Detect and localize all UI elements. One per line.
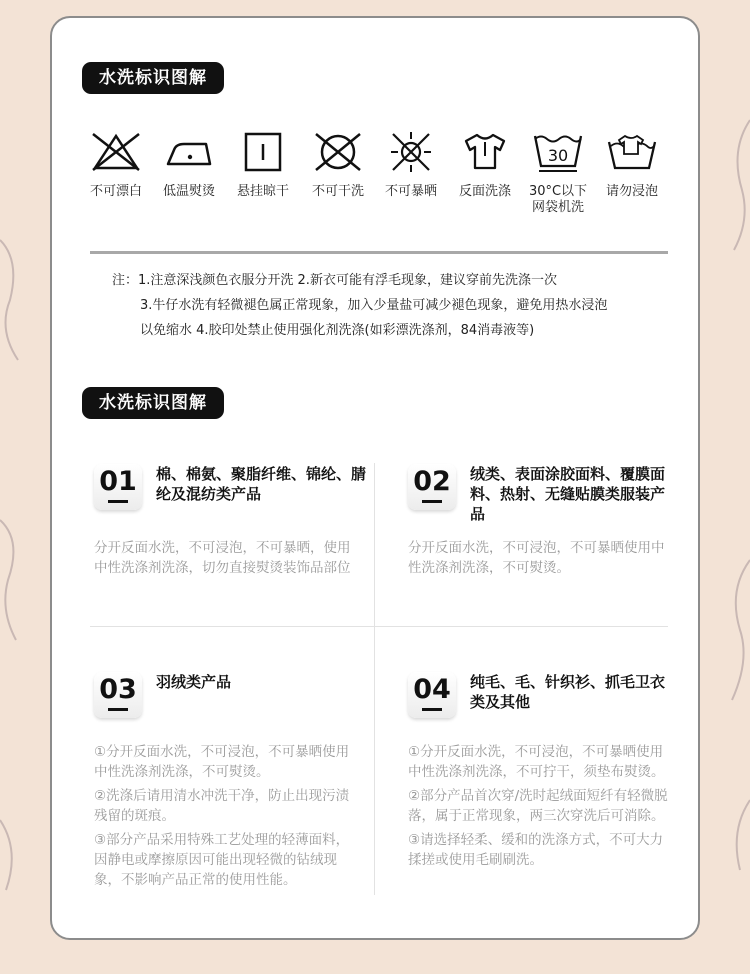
care-symbol-no-dry-clean bbox=[298, 130, 378, 200]
wash-temperature: 30 bbox=[547, 146, 569, 165]
category-paragraph: ③请选择轻柔、缓和的洗涤方式，不可大力揉搓或使用毛刷刷洗。 bbox=[408, 832, 664, 868]
care-symbol-label: 反面洗涤 bbox=[458, 184, 511, 199]
care-symbol-low-temp-iron bbox=[149, 130, 229, 200]
care-symbol-label: 30°C以下 网袋机洗 bbox=[528, 184, 588, 215]
category-paragraph: ②部分产品首次穿/洗时起绒面短纤有轻微脱落，属于正常现象，两三次穿洗后可消除。 bbox=[408, 788, 668, 824]
note-line: 注：1.注意深浅颜色衣服分开洗 2.新衣可能有浮毛现象，建议穿前先洗涤一次 bbox=[112, 273, 557, 288]
category-number-badge: 03 bbox=[94, 672, 142, 718]
section-title-care-symbols: 水洗标识图解 bbox=[82, 62, 224, 94]
note-line: 以免缩水 4.胶印处禁止使用强化剂洗涤(如彩漂洗涤剂，84消毒液等) bbox=[140, 323, 535, 338]
background-decoration-right bbox=[726, 0, 750, 970]
care-symbol-no-sun bbox=[371, 130, 451, 200]
hang-dry-icon bbox=[236, 130, 290, 174]
category-paragraph: ②洗涤后请用清水冲洗干净，防止出现污渍残留的斑痕。 bbox=[94, 788, 350, 824]
care-symbol-label: 不可干洗 bbox=[311, 184, 364, 199]
note-line: 3.牛仔水洗有轻微褪色属正常现象，加入少量盐可减少褪色现象，避免用热水浸泡 bbox=[140, 298, 608, 313]
grid-divider-vertical bbox=[374, 463, 375, 895]
category-description bbox=[94, 742, 359, 894]
care-symbol-no-soak bbox=[592, 130, 672, 200]
category-number-badge: 01 bbox=[94, 464, 142, 510]
no-dry-clean-icon bbox=[311, 130, 365, 174]
care-symbol-label: 低温熨烫 bbox=[162, 184, 215, 199]
category-paragraph: ③部分产品采用特殊工艺处理的轻薄面料，因静电或摩擦原因可能出现轻微的钻绒现象，不影响产品正常的使用性能。 bbox=[94, 832, 350, 888]
category-number-badge: 02 bbox=[408, 464, 456, 510]
category-title: 羽绒类产品 bbox=[156, 673, 232, 691]
section-title-fabric-guide: 水洗标识图解 bbox=[82, 387, 224, 419]
category-paragraph: 分开反面水洗，不可浸泡，不可暴晒使用中性洗涤剂洗涤，不可熨烫。 bbox=[408, 540, 665, 576]
care-symbol-label: 不可漂白 bbox=[89, 184, 142, 199]
category-title: 绒类、表面涂胶面料、覆膜面料、热射、无缝贴膜类服装产品 bbox=[470, 465, 666, 523]
care-symbols-row bbox=[76, 130, 676, 240]
care-symbol-label: 悬挂晾干 bbox=[236, 184, 289, 199]
no-bleach-icon bbox=[89, 130, 143, 174]
category-description bbox=[408, 742, 673, 874]
wash-inside-out-icon bbox=[458, 130, 512, 174]
grid-divider-horizontal bbox=[90, 626, 668, 627]
care-symbol-no-bleach bbox=[76, 130, 156, 200]
low-temp-iron-icon bbox=[162, 130, 216, 174]
care-symbol-label: 请勿浸泡 bbox=[605, 184, 658, 199]
category-paragraph: ①分开反面水洗，不可浸泡，不可暴晒使用中性洗涤剂洗涤，不可熨烫。 bbox=[94, 744, 350, 780]
no-sun-icon bbox=[384, 130, 438, 174]
divider bbox=[90, 251, 668, 254]
care-symbol-label: 不可暴晒 bbox=[384, 184, 437, 199]
care-symbol-wash-inside-out bbox=[445, 130, 525, 200]
washing-notes bbox=[112, 268, 672, 343]
category-number-badge: 04 bbox=[408, 672, 456, 718]
background-decoration-left bbox=[0, 0, 24, 970]
machine-wash-30-icon bbox=[531, 130, 585, 174]
care-symbol-machine-wash-30 bbox=[518, 130, 598, 216]
category-title: 棉、棉氨、聚脂纤维、锦纶、腈纶及混纺类产品 bbox=[156, 465, 367, 503]
no-soak-icon bbox=[605, 130, 659, 174]
category-paragraph: ①分开反面水洗，不可浸泡，不可暴晒使用中性洗涤剂洗涤，不可拧干，须垫布熨烫。 bbox=[408, 744, 665, 780]
category-description bbox=[408, 538, 673, 582]
category-title: 纯毛、毛、针织衫、抓毛卫衣类及其他 bbox=[470, 673, 666, 711]
care-symbol-hang-dry bbox=[223, 130, 303, 200]
laundry-guide-card bbox=[50, 16, 700, 940]
category-paragraph: 分开反面水洗，不可浸泡，不可暴晒，使用中性洗涤剂洗涤，切勿直接熨烫装饰品部位 bbox=[94, 540, 351, 576]
category-description bbox=[94, 538, 359, 582]
